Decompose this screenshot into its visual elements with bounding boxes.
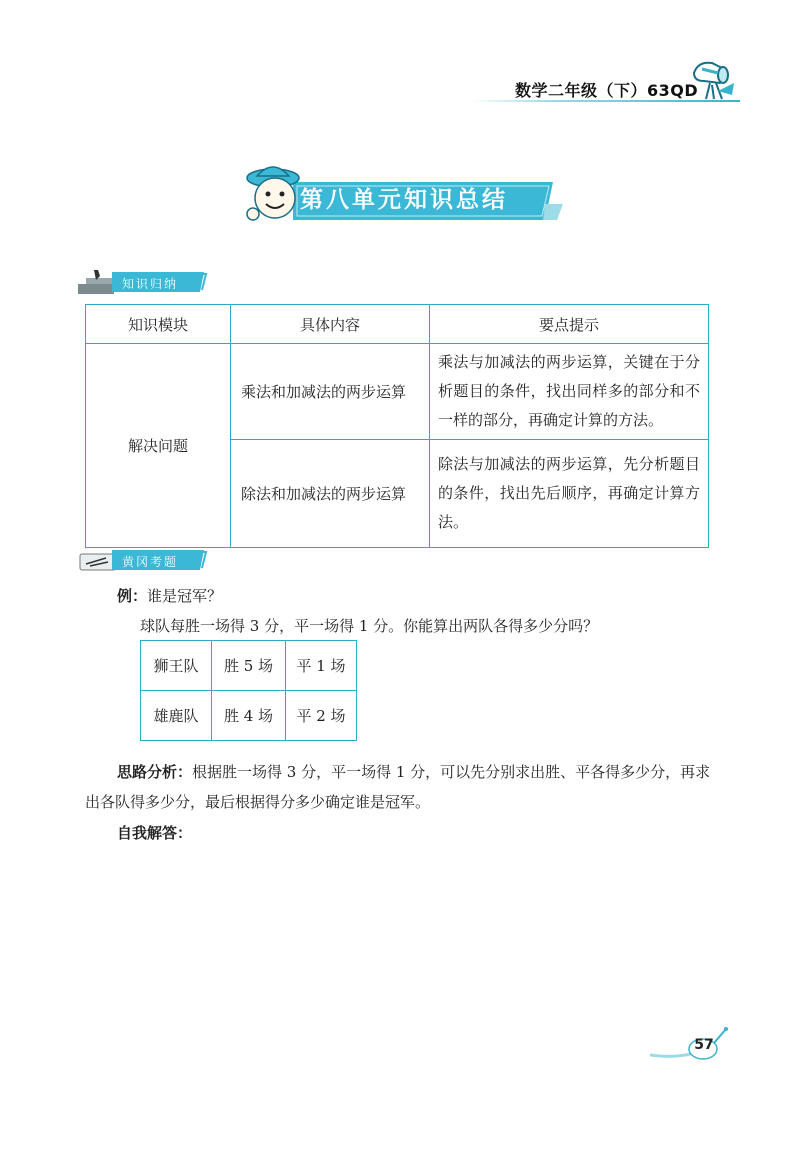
module-cell: 解决问题 xyxy=(86,344,231,548)
header-cell: 要点提示 xyxy=(430,305,709,344)
score-table xyxy=(140,640,357,741)
wins-cell: 胜 4 场 xyxy=(212,691,286,741)
section-label-exam: 黄冈考题 xyxy=(122,555,179,569)
analysis-text: 根据胜一场得 3 分，平一场得 1 分，可以先分别求出胜、平各得多少分，再求出各队得多少分，最后根据得分多少确定谁是冠军。 xyxy=(85,763,711,811)
telescope-logo-icon xyxy=(688,55,740,103)
header-cell: 具体内容 xyxy=(231,305,430,344)
example-question: 谁是冠军？ xyxy=(147,587,223,605)
book-title: 数学二年级（下）63QD xyxy=(515,81,699,100)
page-number: 57 xyxy=(694,1037,714,1053)
team-name: 雄鹿队 xyxy=(141,691,212,741)
draws-cell: 平 2 场 xyxy=(286,691,357,741)
tip-cell: 乘法与加减法的两步运算，关键在于分析题目的条件，找出同样多的部分和不一样的部分，再确定计算的方法。 xyxy=(430,344,709,440)
section-label-knowledge: 知识归纳 xyxy=(122,277,179,291)
table-row xyxy=(86,344,709,440)
analysis-label: 思路分析： xyxy=(117,763,193,781)
table-row xyxy=(141,691,357,741)
problem-text: 球队每胜一场得 3 分，平一场得 1 分。你能算出两队各得多少分吗？ xyxy=(140,617,599,635)
analysis-paragraph xyxy=(85,757,721,817)
tip-cell: 除法与加减法的两步运算，先分析题目的条件，找出先后顺序，再确定计算方法。 xyxy=(430,440,709,548)
table-row xyxy=(141,641,357,691)
header-cell: 知识模块 xyxy=(86,305,231,344)
answer-label: 自我解答： xyxy=(117,824,193,842)
wins-cell: 胜 5 场 xyxy=(212,641,286,691)
table-header-row xyxy=(86,305,709,344)
page-title: 第八单元知识总结 xyxy=(300,187,508,213)
content-cell: 除法和加减法的两步运算 xyxy=(231,440,430,548)
example-heading xyxy=(117,585,222,606)
draws-cell: 平 1 场 xyxy=(286,641,357,691)
team-name: 狮王队 xyxy=(141,641,212,691)
page-number-decoration xyxy=(650,1025,730,1065)
content-cell: 乘法和加减法的两步运算 xyxy=(231,344,430,440)
knowledge-table xyxy=(85,304,709,548)
example-label: 例： xyxy=(117,587,148,605)
